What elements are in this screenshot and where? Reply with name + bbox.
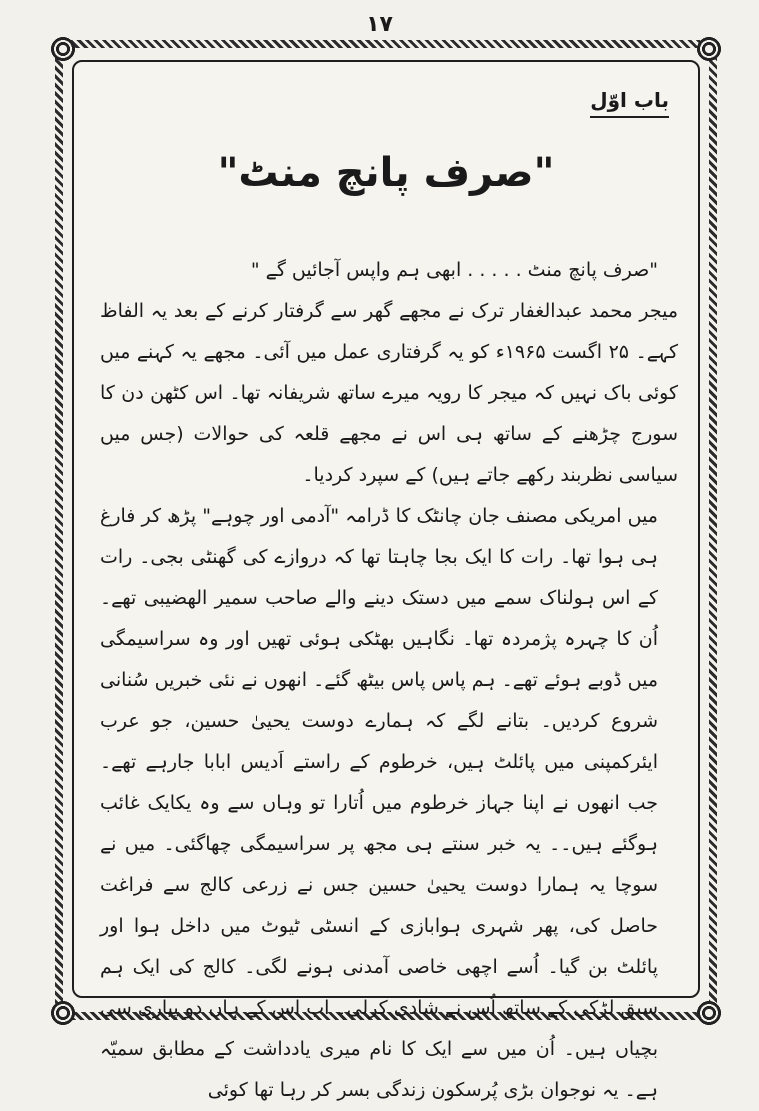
page-number: ١٧ bbox=[366, 12, 393, 37]
corner-ornament-icon bbox=[50, 1000, 76, 1026]
body-text bbox=[100, 250, 678, 1111]
corner-ornament-icon bbox=[696, 1000, 722, 1026]
corner-ornament-icon bbox=[696, 36, 722, 62]
chapter-title: "صرف پانچ منٹ" bbox=[217, 150, 555, 196]
paragraph: میں امریکی مصنف جان چانٹک کا ڈرامہ "آدمی اور چوہے" پڑھ کر فارغ ہی ہوا تھا۔ رات کا ایک بجا چاہتا تھا کہ دروازے کی گھنٹی بجی۔ رات کے اس ہولناک سمے میں دستک دینے والے صاحب سمیر الھضیبی تھے۔ اُن کا چہرہ پژمردہ تھا۔ نگاہیں بھٹکی ہوئی تھیں اور وہ سراسیمگی میں ڈوبے ہوئے تھے۔ ہم پاس پاس بیٹھ گئے۔ انھوں نے نئی خبریں سُنانی شروع کردیں۔ بتانے لگے کہ ہمارے دوست یحییٰ حسین، جو عرب ایئرکمپنی میں پائلٹ ہیں، خرطوم کے راستے اَدیس ابابا جارہے تھے۔ جب انھوں نے اپنا جہاز خرطوم میں اُتارا تو وہاں سے وہ یکایک غائب ہوگئے ہیں۔۔ یہ خبر سنتے ہی مجھ پر سراسیمگی چھاگئی۔ میں نے سوچا یہ ہمارا دوست یحییٰ حسین جس نے زرعی کالج سے فراغت حاصل کی، پھر شہری ہوابازی کے انسٹی ٹیوٹ میں داخل ہوا اور پائلٹ بن گیا۔ اُسے اچھی خاصی آمدنی ہونے لگی۔ کالج کی ایک ہم سبق لڑکی کے ساتھ اُس نے شادی کرلی۔ اب اس کے ہاں دو پیاری سی بچیاں ہیں۔ اُن میں سے ایک کا نام میری یادداشت کے مطابق سمیّہ ہے۔ یہ نوجوان بڑی پُرسکون زندگی بسر کر رہا تھا کوئی bbox=[100, 505, 658, 1101]
corner-ornament-icon bbox=[50, 36, 76, 62]
paragraph: میجر محمد عبدالغفار ترک نے مجھے گھر سے گرفتار کرنے کے بعد یہ الفاظ کہے۔ ۲۵ اگست ۱۹۶۵ء کو یہ گرفتاری عمل میں آئی۔ مجھے یہ کہنے میں کوئی باک نہیں کہ میجر کا رویہ میرے ساتھ شریفانہ تھا۔ اس کٹھن دن کا سورج چڑھنے کے ساتھ ہی اس نے مجھے قلعہ کی حوالات (جس میں سیاسی نظربند رکھے جاتے ہیں) کے سپرد کردیا۔ bbox=[100, 300, 679, 486]
paragraph-quote: "صرف پانچ منٹ . . . . . ابھی ہم واپس آجائیں گے " bbox=[250, 259, 658, 281]
chapter-label: باب اوّل bbox=[590, 88, 669, 118]
